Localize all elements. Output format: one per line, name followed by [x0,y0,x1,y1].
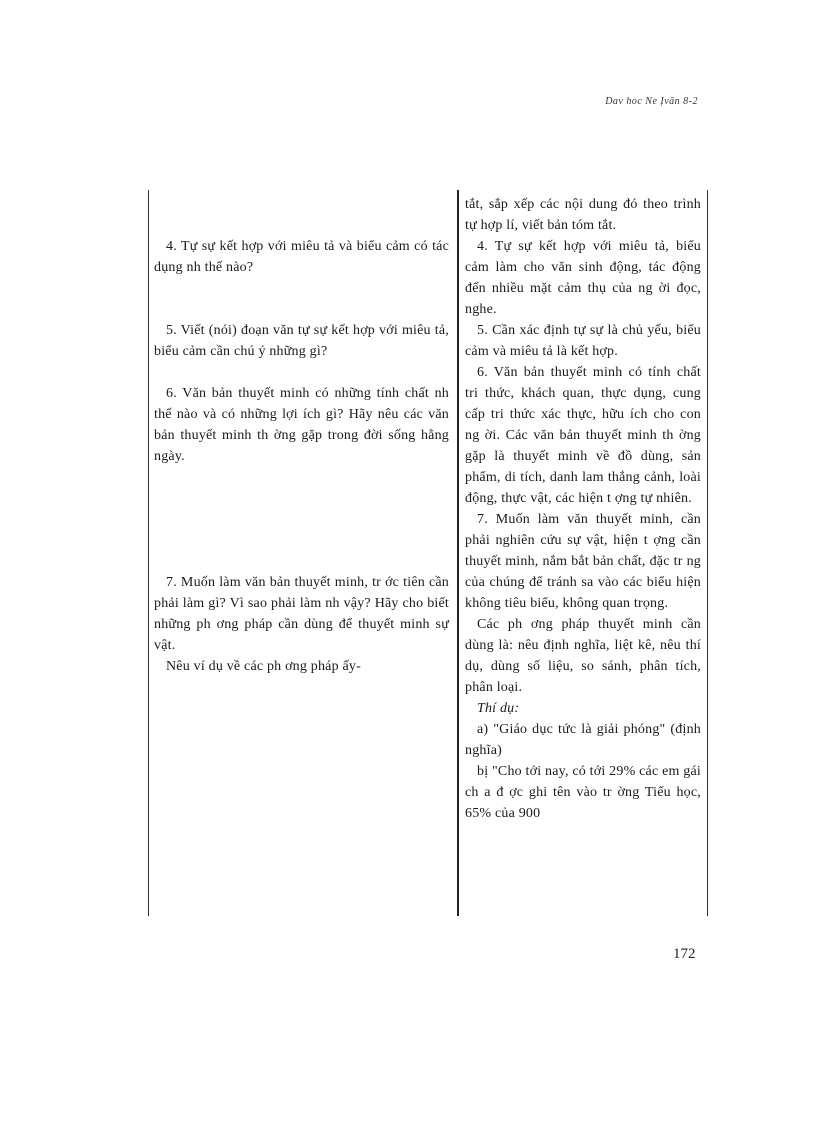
answer-4: 4. Tự sự kết hợp với miêu tả, biểu cảm làm cho văn sinh động, tác động đến nhiều mặt cảm thụ của ng ời đọc, nghe. [465,239,701,317]
example-label: Thí dụ: [477,701,520,716]
page-number: 172 [673,946,696,962]
answer-7-methods: Các ph ơng pháp thuyết minh cần dùng là: nêu định nghĩa, liệt kê, nêu thí dụ, dùng số liệu, so sánh, phân tích, phân loại. [465,617,701,695]
table-right-border [707,190,708,916]
running-header: Dav hoc Ne Ịvăn 8-2 [605,96,698,107]
example-b: bị "Cho tới nay, có tới 29% các em gái ch a đ ợc ghi tên vào tr ờng Tiểu học, 65% của 900 [465,764,701,821]
answer-5: 5. Cần xác định tự sự là chủ yếu, biểu cảm và miêu tả là kết hợp. [465,323,701,359]
question-7: 7. Muốn làm văn bản thuyết minh, tr ớc tiên cần phải làm gì? Vì sao phải làm nh vậy? Hãy cho biết những ph ơng pháp cần dùng để thuyết minh sự vật. [154,575,449,653]
answers-column [465,190,701,824]
table-left-border [148,190,149,916]
questions-column [154,190,449,677]
table-column-divider [457,190,459,916]
answer-3-continuation: tắt, sắp xếp các nội dung đó theo trình tự hợp lí, viết bản tóm tắt. [465,197,701,233]
question-6: 6. Văn bản thuyết minh có những tính chất nh thế nào và có những lợi ích gì? Hãy nêu các văn bản thuyết minh th ờng gặp trong đời sống hằng ngày. [154,386,449,464]
answer-7: 7. Muốn làm văn thuyết minh, cần phải nghiên cứu sự vật, hiện t ợng cần thuyết minh, nắm bắt bản chất, đặc tr ng của chúng để tránh sa vào các biểu hiện không tiêu biểu, không quan trọng. [465,512,701,611]
question-7-example-prompt: Nêu ví dụ về các ph ơng pháp ấy- [166,659,361,674]
answer-6: 6. Văn bản thuyết minh có tính chất tri thức, khách quan, thực dụng, cung cấp tri thức xác thực, hữu ích cho con ng ời. Các văn bản thuyết minh th ờng gặp là thuyết minh về đồ dùng, sản phẩm, di tích, danh lam thắng cảnh, loài động, thực vật, các hiện t ợng tự nhiên. [465,365,701,506]
question-4: 4. Tự sự kết hợp với miêu tả và biểu cảm có tác dụng nh thế nào? [154,239,449,275]
example-a: a) "Giáo dục tức là giải phóng" (định nghĩa) [465,722,701,758]
question-5: 5. Viết (nói) đoạn văn tự sự kết hợp với miêu tả, biểu cảm cần chú ý những gì? [154,323,449,359]
qa-table [148,190,708,916]
